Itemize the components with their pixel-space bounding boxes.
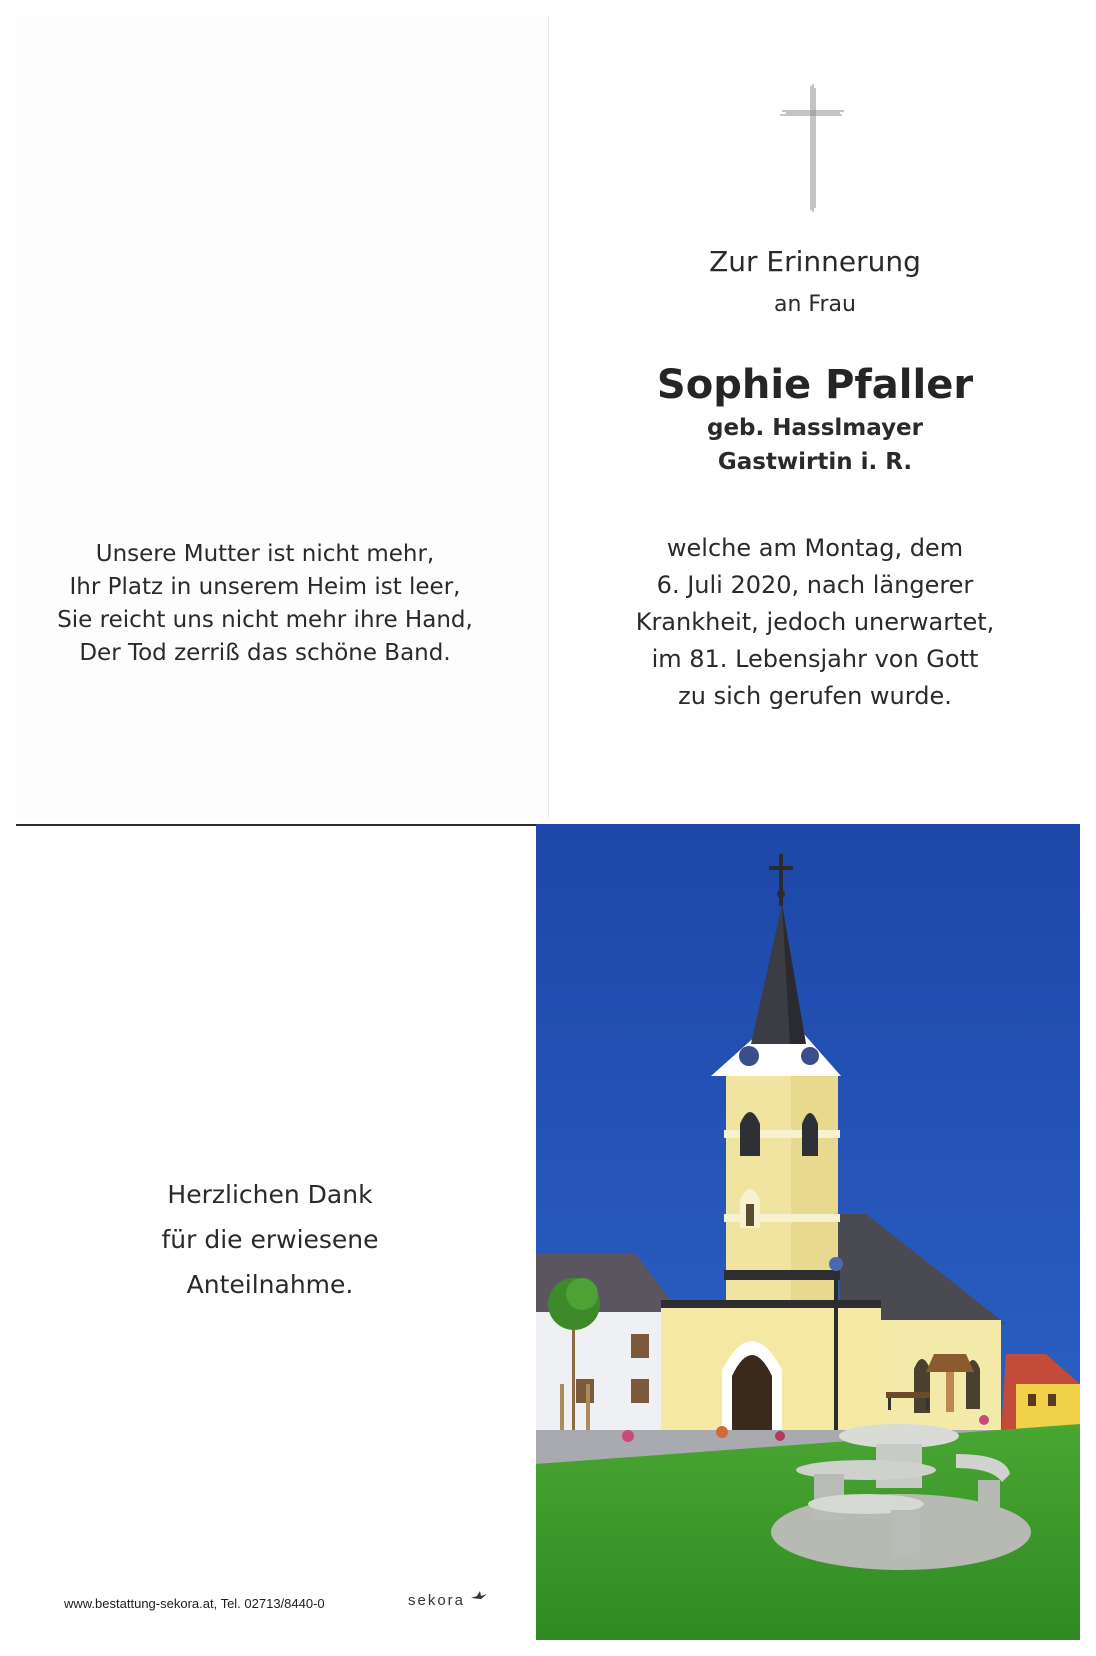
occupation: Gastwirtin i. R. [717, 449, 913, 475]
church-photo [536, 824, 1080, 1640]
thanks-line: für die erwiesene [161, 1225, 379, 1254]
poem-line: Ihr Platz in unserem Heim ist leer, [69, 574, 461, 600]
poem-line: Sie reicht uns nicht mehr ihre Hand, [57, 607, 473, 633]
notice-line: welche am Montag, dem [666, 534, 964, 562]
deceased-name: Sophie Pfaller [656, 362, 974, 408]
bird-icon [470, 1590, 488, 1604]
poem-line: Unsere Mutter ist nicht mehr, [95, 541, 435, 567]
notice-line: 6. Juli 2020, nach längerer [656, 571, 974, 599]
thanks-message [100, 1172, 440, 1307]
notice-line: zu sich gerufen wurde. [678, 682, 952, 710]
fold-line [548, 16, 549, 820]
funeral-home-contact: www.bestattung-sekora.at, Tel. 02713/8440-0 [64, 1596, 325, 1611]
memorial-poem [30, 538, 500, 670]
death-notice [570, 530, 1060, 715]
maiden-name: geb. Hasslmayer [706, 415, 924, 441]
memorial-intro: Zur Erinnerung [709, 245, 921, 278]
thanks-line: Herzlichen Dank [167, 1180, 373, 1209]
thanks-line: Anteilnahme. [186, 1270, 354, 1299]
poem-line: Der Tod zerriß das schöne Band. [79, 640, 451, 666]
cross-icon [780, 84, 846, 214]
funeral-home-logo [408, 1590, 488, 1620]
notice-line: im 81. Lebensjahr von Gott [651, 645, 979, 673]
cut-line [16, 824, 540, 826]
notice-line: Krankheit, jedoch unerwartet, [635, 608, 995, 636]
logo-text: sekora [408, 1592, 466, 1609]
inner-left-panel [16, 16, 548, 820]
memorial-salutation: an Frau [774, 292, 856, 317]
